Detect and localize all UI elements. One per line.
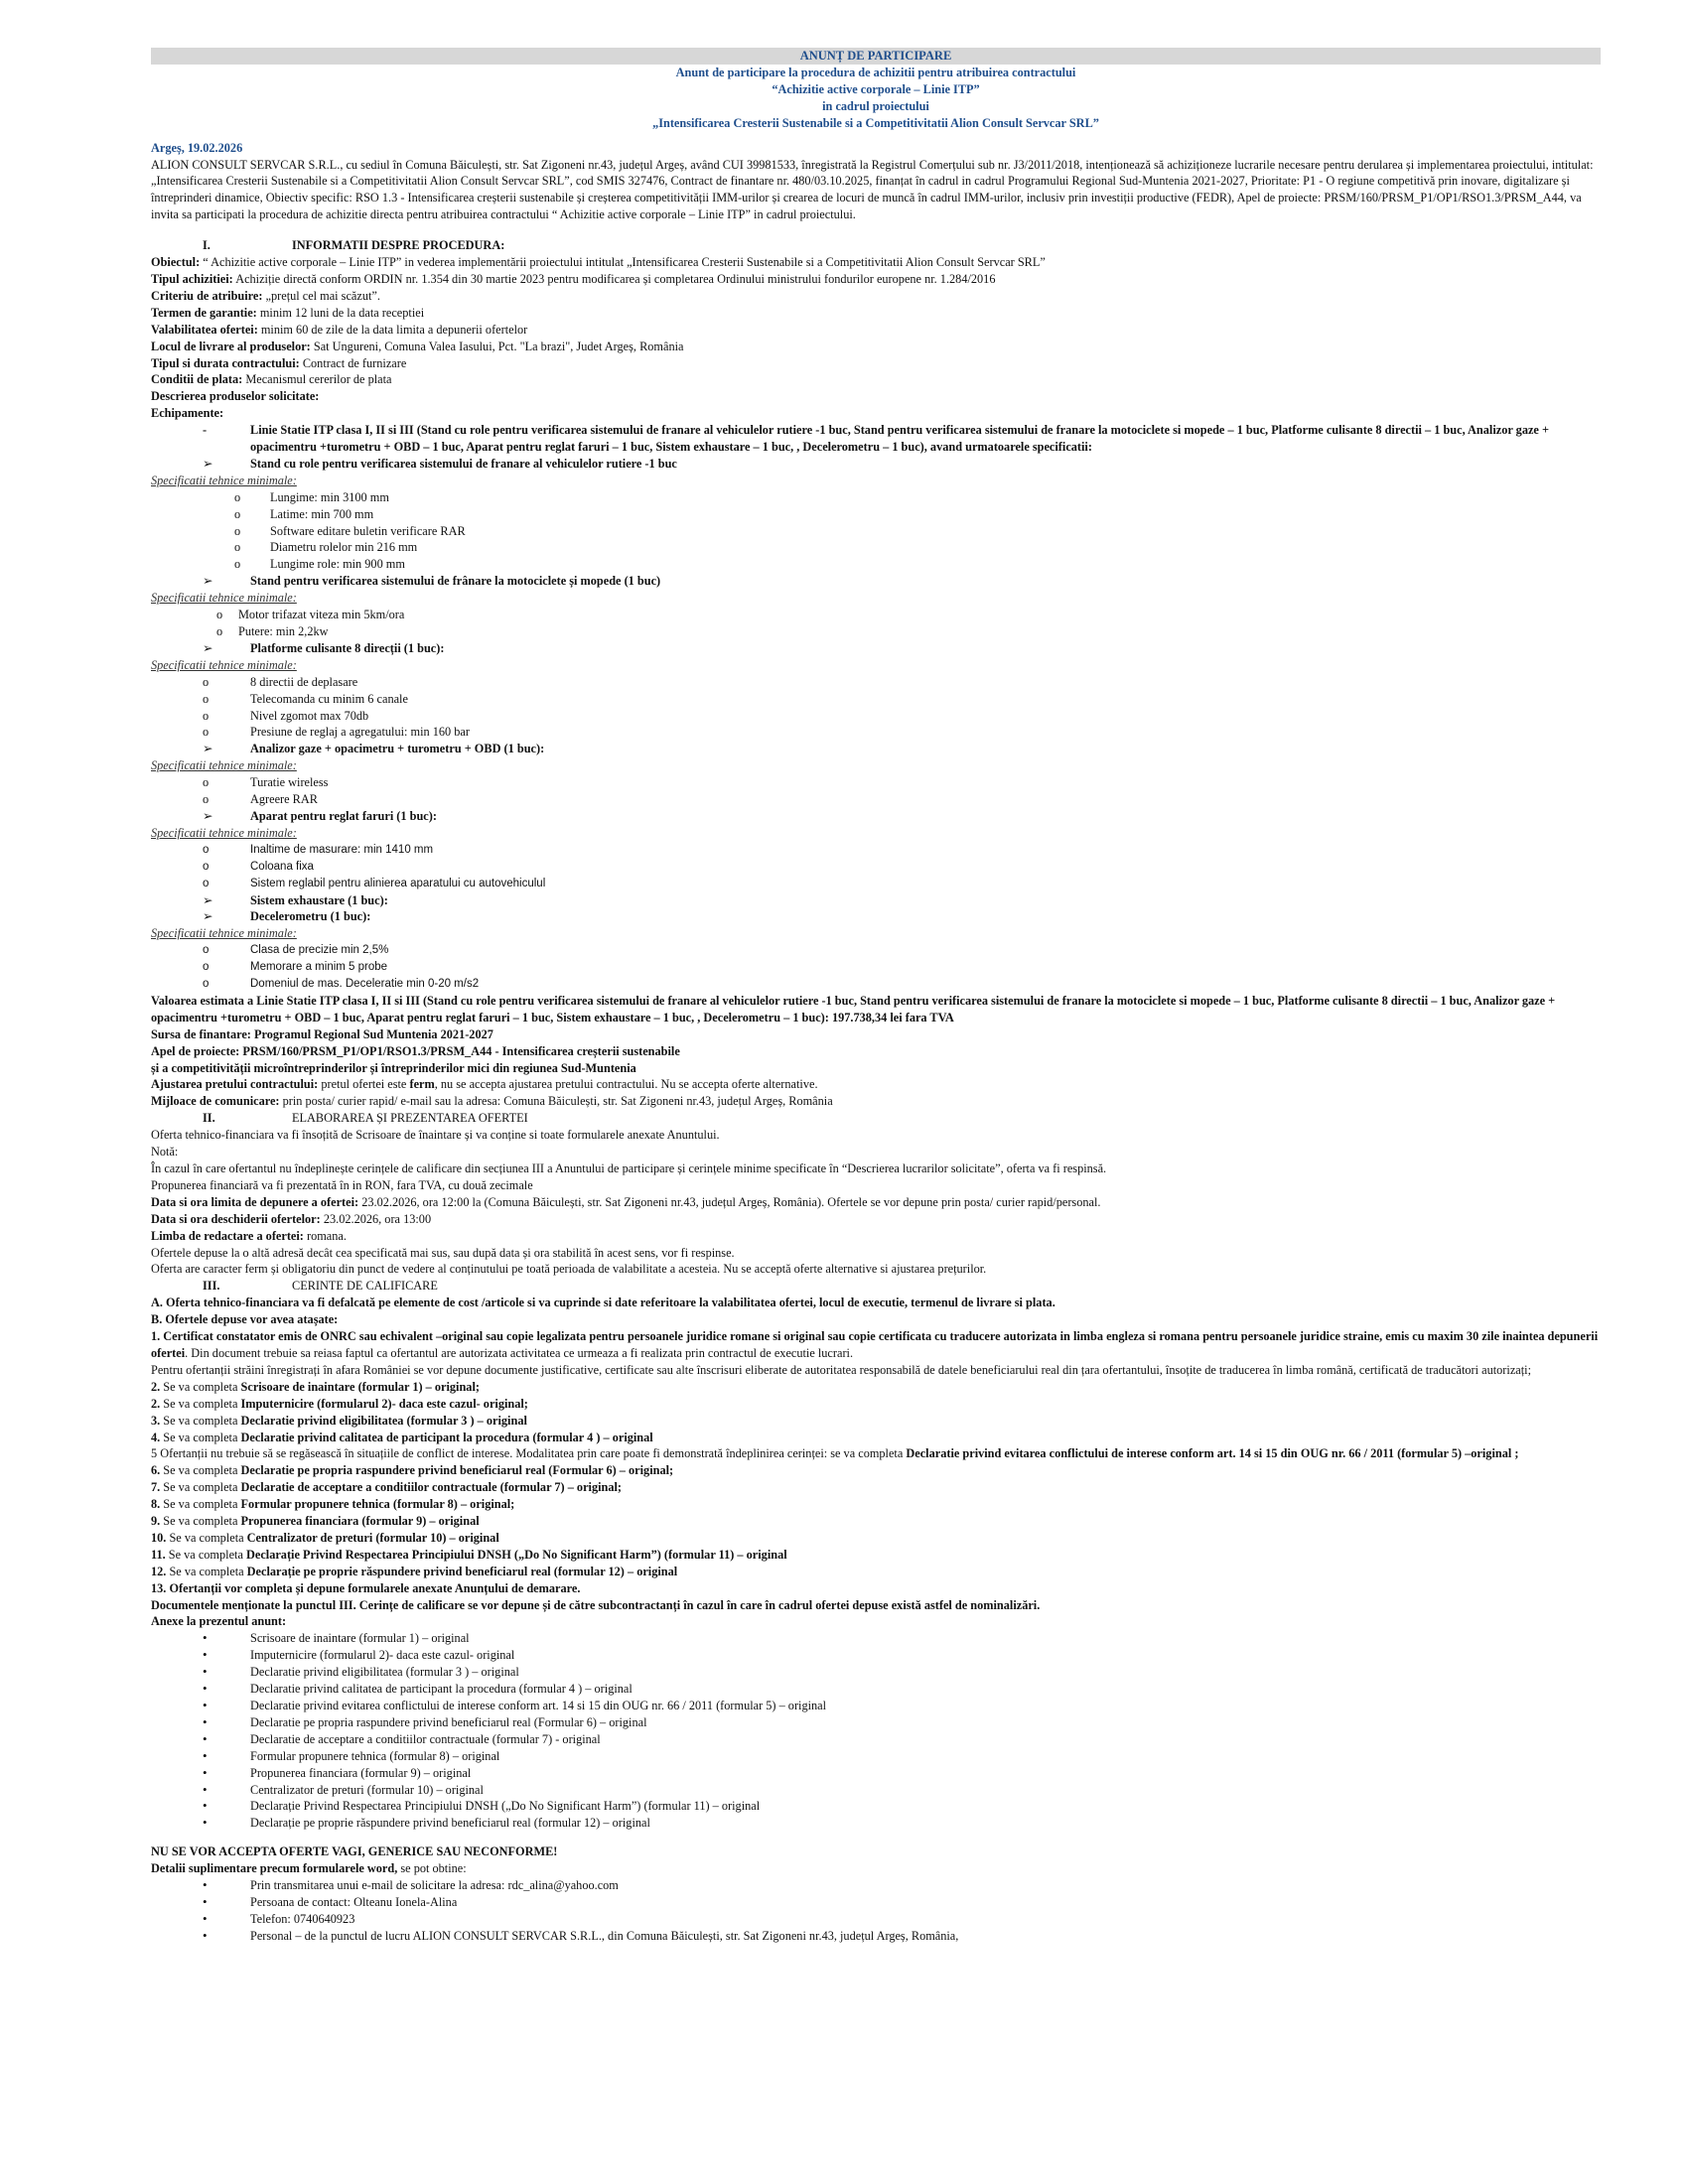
qualification-item-5: 5 Ofertanții nu trebuie să se regăsească în situațiile de conflict de interese. Modalitatea prin care poate fi demonstrată îndeplinirea cerinței: se va completa Declaratie privind evitarea conflictului de interese conform art. 14 si 15 din OUG nr. 66 / 2011 (formular 5) –original ; xyxy=(151,1446,1519,1461)
equipment-main-item: - Linie Statie ITP clasa I, II si III (Stand cu role pentru verificarea sistemului de franare al vehiculelor rutiere -1 buc, Stand pentru verificarea sistemului de franare la motociclete si mopede – 1 buc, Platforme culisante 8 directii – 1 buc, Analizor gaze + opacimentru +turometru + OBD – 1 buc, Aparat pentru reglat faruri – 1 buc, Sistem exhaustare – 1 buc, , Decelerometru – 1 buc), avand urmatoarele specificatii: xyxy=(203,423,1549,455)
info-row: Criteriu de atribuire: „prețul cel mai scăzut”. xyxy=(151,288,380,303)
opening-date: Data si ora deschiderii ofertelor: 23.02.2026, ora 13:00 xyxy=(151,1211,432,1226)
qualification-item: 9. Se va completa Propunerea financiara (formular 9) – original xyxy=(151,1514,480,1529)
offer-paragraph: Ofertele depuse la o altă adresă decât cea specificată mai sus, sau după data și ora stabilită în acest sens, vor fi respinse. xyxy=(151,1245,735,1260)
announcement-title-bar: ANUNȚ DE PARTICIPARE xyxy=(151,48,1601,65)
section-3-heading xyxy=(203,1278,1601,1295)
spec-item: o Clasa de precizie min 2,5% xyxy=(203,944,389,957)
info-row: Obiectul: “ Achizitie active corporale – Linie ITP” in vederea implementării proiectului intitulat „Intensificarea Cresterii Sustenabile si a Competitivitatii Alion Consult Servcar SRL” xyxy=(151,255,1046,270)
spec-item: o Nivel zgomot max 70db xyxy=(203,708,369,723)
contact-item-email[interactable]: • Prin transmitarea unui e-mail de solicitare la adresa: rdc_alina@yahoo.com xyxy=(203,1877,619,1893)
info-row: Locul de livrare al produselor: Sat Ungureni, Comuna Valea Iasului, Pct. "La brazi", Judet Argeș, România xyxy=(151,339,684,353)
section-2-title: ELABORAREA ȘI PREZENTAREA OFERTEI xyxy=(292,1111,528,1126)
equipment-group-title: ➢ Stand pentru verificarea sistemului de frânare la motociclete și mopede (1 buc) xyxy=(203,574,661,589)
qualification-item-13: 13. Ofertanții vor completa și depune formularele anexate Anunțului de demarare. xyxy=(151,1580,581,1595)
info-row: Termen de garantie: minim 12 luni de la data receptiei xyxy=(151,305,425,320)
annex-item: • Scrisoare de inaintare (formular 1) – original xyxy=(203,1630,470,1646)
details-line: Detalii suplimentare precum formularele word, se pot obtine: xyxy=(151,1861,467,1876)
price-adjustment: Ajustarea pretului contractului: pretul ofertei este ferm, nu se accepta ajustarea pretului contractului. Nu se accepta oferte alternative. xyxy=(151,1077,818,1092)
spec-item: o Motor trifazat viteza min 5km/ora xyxy=(216,608,405,622)
annex-item: • Declaratie privind evitarea conflictului de interese conform art. 14 si 15 din OUG nr. 66 / 2011 (formular 5) – original xyxy=(203,1698,827,1712)
section-1-number: I. xyxy=(203,238,211,253)
qualification-item-1: 1. Certificat constatator emis de ONRC sau echivalent –original sau copie legalizata pentru persoanele juridice romane si original sau copie certificata cu traducere autorizata in limba engleza si romana pentru persoanele juridice straine, emis cu maxim 30 zile inaintea depunerii ofertei. Din document trebuie sa reiasa faptul ca ofertantul are autorizata activitatea ce urmeaza a fi realizata prin contractul de executie lucrari. xyxy=(151,1329,1599,1360)
annex-item: • Declaratie de acceptare a conditiilor contractuale (formular 7) - original xyxy=(203,1730,601,1746)
annex-item: • Declarație Privind Respectarea Principiului DNSH („Do No Significant Harm”) (formular 11) – original xyxy=(203,1798,761,1814)
foreign-bidders-note: Pentru ofertanții străini înregistrați în afara României se vor depune documente justificative, certificate sau alte înscrisuri eliberate de autoritatea responsabilă de datele beneficiarului real din țara ofertantului, însoțite de traducerea în limba română, certificată de traducători autorizați; xyxy=(151,1362,1531,1377)
subcontractor-note: Documentele menționate la punctul III. Cerințe de calificare se vor depune și de către subcontractanți în cazul în care în cadrul ofertei depuse există astfel de nominalizări. xyxy=(151,1597,1041,1612)
section-1-heading xyxy=(203,237,1601,254)
qualification-item: 2. Se va completa Scrisoare de inaintare (formular 1) – original; xyxy=(151,1379,480,1394)
annex-item: • Declarație pe proprie răspundere privind beneficiarul real (formular 12) – original xyxy=(203,1815,650,1831)
spec-item: o Putere: min 2,2kw xyxy=(216,624,329,638)
annex-item: • Declaratie privind eligibilitatea (formular 3 ) – original xyxy=(203,1664,519,1680)
spec-item: o Diametru rolelor min 216 mm xyxy=(234,540,418,555)
qualification-item: 8. Se va completa Formular propunere tehnica (formular 8) – original; xyxy=(151,1497,515,1512)
estimated-value: Valoarea estimata a Linie Statie ITP clasa I, II si III (Stand cu role pentru verificarea sistemului de franare al vehiculelor rutiere -1 buc, Stand pentru verificarea sistemului de franare la motociclete si mopede – 1 buc, Platforme culisante 8 directii – 1 buc, Analizor gaze + opacimentru +turometru + OBD – 1 buc, Aparat pentru reglat faruri – 1 buc, Sistem exhaustare – 1 buc, , Decelerometru – 1 buc): 197.738,34 lei fara TVA xyxy=(151,993,1556,1024)
intro-paragraph: ALION CONSULT SERVCAR S.R.L., cu sediul în Comuna Băiculești, str. Sat Zigoneni nr.43, județul Argeș, având CUI 39981533, înregistrată la Registrul Comerțului sub nr. J3/2011/2018, intenționează să achiziționeze lucrarile necesare pentru derularea și implementarea proiectului, intitulat: „Intensificarea Cresterii Sustenabile si a Competitivitatii Alion Consult Servcar SRL”, cod SMIS 327476, Contract de finantare nr. 480/03.10.2025, finanțat în cadrul in cadrul Programului Regional Sud-Muntenia 2021-2027, Prioritate: P1 - O regiune competitivă prin inovare, digitalizare și întreprinderi dinamice, Obiectiv specific: RSO 1.3 - Intensificarea creșterii sustenabile și creșterea competitivității IMM-urilor și crearea de locuri de muncă în cadrul IMM-urilor, inclusiv prin investiții productive (FEDR), Apel de proiecte: PRSM/160/PRSM_P1/OP1/RSO1.3/PRSM_A44, va invita sa participati la procedura de achizitie directa pentru atribuirea contractului “ Achizitie active corporale – Linie ITP” in cadrul proiectului. xyxy=(151,157,1594,222)
annex-item: • Centralizator de preturi (formular 10) – original xyxy=(203,1781,484,1797)
section-2-number: II. xyxy=(203,1111,215,1126)
document-page xyxy=(151,48,1601,1945)
spec-item: o Domeniul de mas. Deceleratie min 0-20 m/s2 xyxy=(203,978,480,991)
info-row: Tipul achizitiei: Achiziție directă conform ORDIN nr. 1.354 din 30 martie 2023 pentru modificarea și completarea Ordinului ministrului fondurilor europene nr. 1.284/2016 xyxy=(151,271,996,286)
info-row: Valabilitatea ofertei: minim 60 de zile de la data limita a depunerii ofertelor xyxy=(151,322,528,337)
spec-item: o Agreere RAR xyxy=(203,792,318,807)
funding-source: Sursa de finantare: Programul Regional Sud Muntenia 2021-2027 xyxy=(151,1026,493,1041)
spec-item: o Presiune de reglaj a agregatului: min 160 bar xyxy=(203,725,470,740)
section-1-title: INFORMATII DESPRE PROCEDURA: xyxy=(292,238,505,253)
spec-label: Specificatii tehnice minimale: xyxy=(151,473,297,487)
offer-paragraph: În cazul în care ofertantul nu îndeplinește cerințele de calificare din secțiunea III a Anuntului de participare și cerințele minime specificate în “Descrierea lucrarilor solicitate”, oferta va fi respinsă. xyxy=(151,1161,1107,1175)
info-row: Conditii de plata: Mecanismul cererilor de plata xyxy=(151,372,392,387)
spec-item: o Turatie wireless xyxy=(203,775,329,790)
info-row: Descrierea produselor solicitate: xyxy=(151,389,320,404)
contact-list xyxy=(151,1877,1601,1945)
spec-item: o Lungime role: min 900 mm xyxy=(234,557,405,572)
spec-item: o Latime: min 700 mm xyxy=(234,506,374,521)
annex-item: • Declaratie pe propria raspundere privind beneficiarul real (Formular 6) – original xyxy=(203,1713,647,1729)
communication-means: Mijloace de comunicare: prin posta/ curier rapid/ e-mail sau la adresa: Comuna Băiculești, str. Sat Zigoneni nr.43, județul Argeș, România xyxy=(151,1094,833,1109)
qualification-item: 4. Se va completa Declaratie privind calitatea de participant la procedura (formular 4 ) – original xyxy=(151,1430,653,1444)
qualification-item: 10. Se va completa Centralizator de preturi (formular 10) – original xyxy=(151,1530,499,1545)
qualification-item: 11. Se va completa Declarație Privind Respectarea Principiului DNSH („Do No Significant Harm”) (formular 11) – original xyxy=(151,1547,787,1562)
spec-item: o Coloana fixa xyxy=(203,860,314,873)
spec-item: o Lungime: min 3100 mm xyxy=(234,489,389,504)
qualification-item: 2. Se va completa Imputernicire (formularul 2)- daca este cazul- original; xyxy=(151,1396,528,1411)
section-3-number: III. xyxy=(203,1279,220,1294)
header-line-2: “Achizitie active corporale – Linie ITP” xyxy=(772,81,980,96)
equipment-group-title: ➢ Sistem exhaustare (1 buc): xyxy=(203,892,388,907)
qualification-item: 7. Se va completa Declaratie de acceptare a conditiilor contractuale (formular 7) – original; xyxy=(151,1480,623,1495)
spec-item: o Telecomanda cu minim 6 canale xyxy=(203,691,408,706)
place-date: Argeș, 19.02.2026 xyxy=(151,140,243,155)
qualification-item: 6. Se va completa Declaratie pe propria raspundere privind beneficiarul real (Formular 6) – original; xyxy=(151,1463,674,1478)
header-line-3: in cadrul proiectului xyxy=(822,98,929,113)
offer-paragraph: Oferta tehnico-financiara va fi însoțită de Scrisoare de înaintare și va conține si toate formularele anexate Anuntului. xyxy=(151,1128,720,1143)
info-row: Echipamente: xyxy=(151,406,224,421)
submission-deadline: Data si ora limita de depunere a ofertei: 23.02.2026, ora 12:00 la (Comuna Băiculești, str. Sat Zigoneni nr.43, județul Argeș, România). Ofertele se vor depune prin posta/ curier rapid/personal. xyxy=(151,1194,1101,1209)
spec-item: o Software editare buletin verificare RAR xyxy=(234,523,466,538)
equipment-group-title: ➢ Analizor gaze + opacimetru + turometru + OBD (1 buc): xyxy=(203,742,545,756)
contact-item-person: • Persoana de contact: Olteanu Ionela-Alina xyxy=(203,1893,458,1909)
offer-paragraph: Propunerea financiară va fi prezentată în in RON, fara TVA, cu două zecimale xyxy=(151,1177,533,1192)
contact-item-phone: • Telefon: 0740640923 xyxy=(203,1910,355,1926)
equipment-group-title: ➢ Aparat pentru reglat faruri (1 buc): xyxy=(203,808,437,823)
section-2-heading xyxy=(203,1110,1601,1127)
qualification-item: 12. Se va completa Declarație pe proprie răspundere privind beneficiarul real (formular 12) – original xyxy=(151,1564,678,1578)
annexes-list xyxy=(151,1630,1601,1832)
warning-text: NU SE VOR ACCEPTA OFERTE VAGI, GENERICE SAU NECONFORME! xyxy=(151,1844,558,1859)
spec-label: Specificatii tehnice minimale: xyxy=(151,657,297,672)
spec-label: Specificatii tehnice minimale: xyxy=(151,758,297,773)
annex-item: • Declaratie privind calitatea de participant la procedura (formular 4 ) – original xyxy=(203,1681,633,1697)
spec-item: o Sistem reglabil pentru alinierea aparatului cu autovehiculul xyxy=(203,877,546,889)
spec-label: Specificatii tehnice minimale: xyxy=(151,825,297,840)
equipment-list xyxy=(151,422,1601,993)
contact-item-address: • Personal – de la punctul de lucru ALION CONSULT SERVCAR S.R.L., din Comuna Băiculești, str. Sat Zigoneni nr.43, județul Argeș, România, xyxy=(203,1927,959,1943)
qualification-item: 3. Se va completa Declaratie privind eligibilitatea (formular 3 ) – original xyxy=(151,1413,527,1428)
equipment-group-title: ➢ Platforme culisante 8 direcții (1 buc): xyxy=(203,640,445,655)
spec-label: Specificatii tehnice minimale: xyxy=(151,926,297,941)
info-row: Tipul si durata contractului: Contract de furnizare xyxy=(151,355,407,370)
project-call-line-2: și a competitivității microîntreprinderilor și întreprinderilor mici din regiunea Sud-Muntenia xyxy=(151,1060,636,1075)
equipment-group-title: ➢ Decelerometru (1 buc): xyxy=(203,909,371,924)
project-call-line-1: Apel de proiecte: PRSM/160/PRSM_P1/OP1/RSO1.3/PRSM_A44 - Intensificarea creșterii sustenabile xyxy=(151,1043,680,1058)
spec-label: Specificatii tehnice minimale: xyxy=(151,591,297,606)
header-line-4: „Intensificarea Cresterii Sustenabile si a Competitivitatii Alion Consult Servcar SRL” xyxy=(652,115,1099,130)
annex-item: • Propunerea financiara (formular 9) – original xyxy=(203,1764,472,1780)
spec-item: o Memorare a minim 5 probe xyxy=(203,961,388,974)
header-line-1: Anunt de participare la procedura de achizitii pentru atribuirea contractului xyxy=(675,66,1076,79)
equipment-group-title: ➢ Stand cu role pentru verificarea sistemului de franare al vehiculelor rutiere -1 buc xyxy=(203,456,677,471)
offer-language: Limba de redactare a ofertei: romana. xyxy=(151,1228,347,1243)
procedure-info xyxy=(151,254,1601,422)
annex-item: • Imputernicire (formularul 2)- daca este cazul- original xyxy=(203,1647,515,1663)
section-3-title: CERINTE DE CALIFICARE xyxy=(292,1279,438,1294)
qualification-a: A. Oferta tehnico-financiara va fi defalcată pe elemente de cost /articole si va cuprinde si date referitoare la valabilitatea ofertei, locul de executie, termenul de livrare si plata. xyxy=(151,1296,1055,1310)
offer-paragraph: Oferta are caracter ferm și obligatoriu din punct de vedere al conținutului pe toată perioada de valabilitate a acesteia. Nu se acceptă oferte alternative si ajustarea prețurilor. xyxy=(151,1262,987,1277)
offer-note-label: Notă: xyxy=(151,1145,179,1160)
annexes-title: Anexe la prezentul anunt: xyxy=(151,1614,287,1629)
annex-item: • Formular propunere tehnica (formular 8) – original xyxy=(203,1747,500,1763)
spec-item: o Inaltime de masurare: min 1410 mm xyxy=(203,843,434,856)
qualification-b: B. Ofertele depuse vor avea atașate: xyxy=(151,1312,339,1327)
spec-item: o 8 directii de deplasare xyxy=(203,674,358,689)
